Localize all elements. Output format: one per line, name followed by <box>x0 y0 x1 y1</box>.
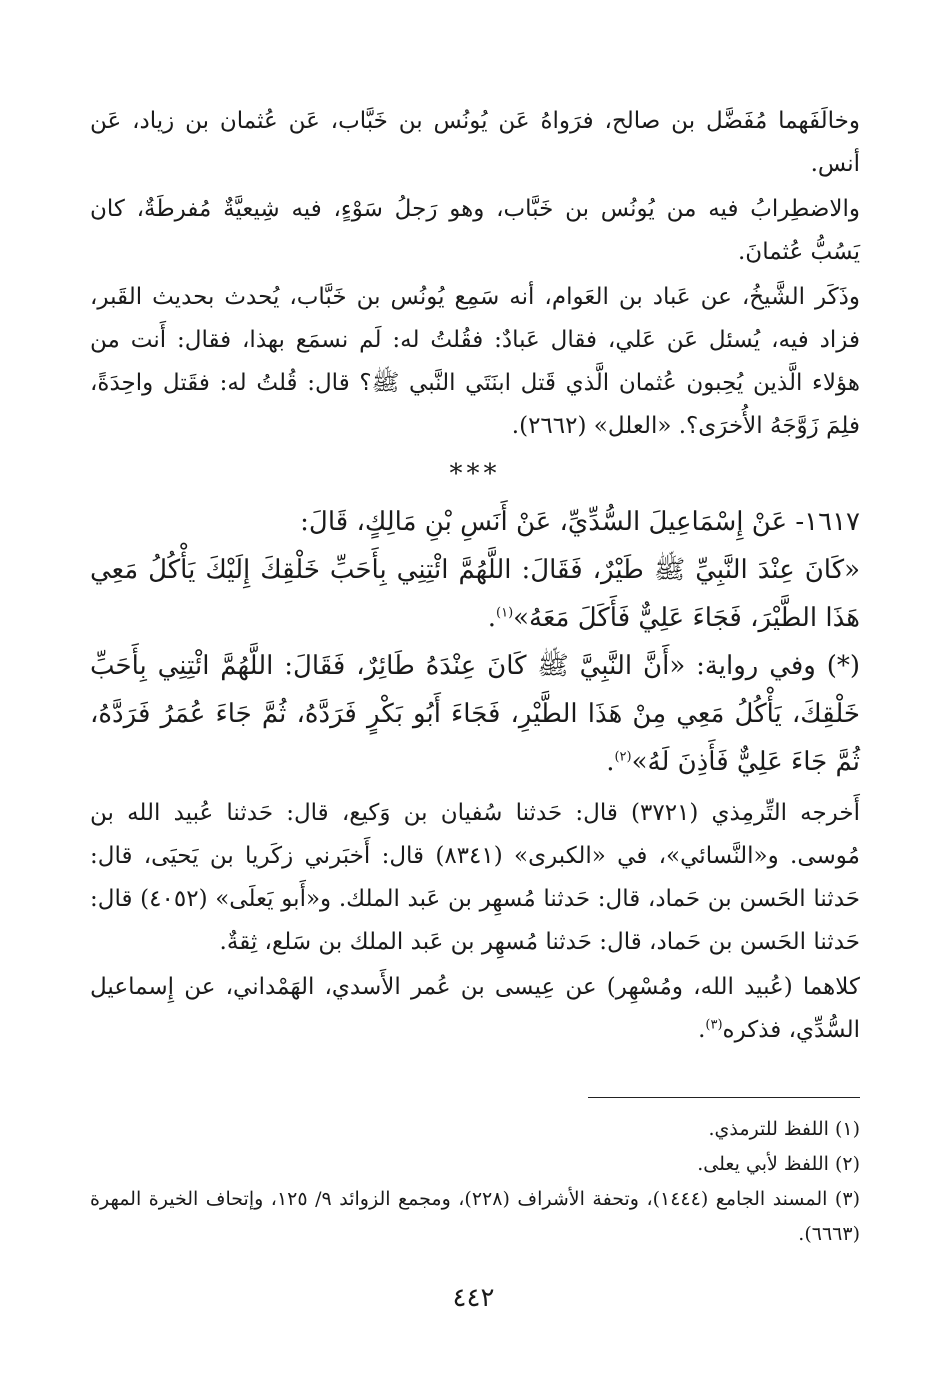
footnote-3: (٣) المسند الجامع (١٤٤٤)، وتحفة الأشراف (٢٢٨)، ومجمع الزوائد ٩/ ١٢٥، وإتحاف الخيرة المهرة (٦٦٦٣). <box>90 1188 860 1245</box>
takhrij-last-paragraph: كلاهما (عُبيد الله، ومُسْهِر) عن عِيسى بن عُمر الأَسدي، الهَمْداني، عن إِسماعيل السُّدِّي، فذكره$^{(٣)}$. <box>90 974 860 1043</box>
hadith-text: «كَانَ عِنْدَ النَّبِيِّ ﷺ طَيْرٌ، فَقَالَ: اللَّهُمَّ ائْتِنِي بِأَحَبِّ خَلْقِكَ إِلَيْكَ يَأْكُلُ مَعِي هَذَا الطَّيْرَ، فَجَاءَ عَلِيٌّ فَأَكَلَ مَعَهُ»$^{(١)}$. <box>90 555 860 633</box>
paragraph-2: والاضطِرابُ فيه من يُونُس بن خَبَّاب، وهو رَجلُ سَوْءٍ، فيه شِيعيَّةٌ مُفرطَةٌ، كان يَسُبُّ عُثمانَ. <box>90 196 860 265</box>
takhrij-last-body: كلاهما (عُبيد الله، ومُسْهِر) عن عِيسى بن عُمر الأَسدي، الهَمْداني، عن إِسماعيل السُّدِّي، فذكره <box>90 974 860 1043</box>
footnote-2: (٢) اللفظ لأبي يعلى. <box>697 1153 860 1175</box>
footnotes <box>90 1112 860 1252</box>
takhrij-paragraph: أَخرجه التِّرمِذي (٣٧٢١) قال: حَدثنا سُفيان بن وَكيع، قال: حَدثنا عُبيد الله بن مُوسى. و«النَّسائي»، في «الكبرى» (٨٣٤١) قال: أَخبَرني زكَريا بن يَحيَى، قال: حَدثنا الحَسن بن حَماد، قال: حَدثنا مُسهِر بن عَبد الملك. و«أَبو يَعلَى» (٤٠٥٢) قال: حَدثنا الحَسن بن حَماد، قال: حَدثنا مُسهِر بن عَبد الملك بن سَلع، ثِقةٌ. <box>90 800 860 955</box>
page-body <box>90 100 860 1052</box>
footnote-divider <box>588 1097 860 1098</box>
paragraph-3: وذَكَر الشَّيخُ، عن عَباد بن العَوام، أنه سَمِع يُونُس بن خَبَّاب، يُحدث بحديث القَبر، فزاد فيه، يُسئل عَن عَلي، فقال عَبادٌ: فقُلتُ له: لَم نسمَع بهذا، فقال: أَنت من هؤلاء الَّذين يُحِبون عُثمان الَّذي قَتل ابنَتَي النَّبي ﷺ؟ قال: قُلتُ له: فقَتل واحِدَةً، فلِمَ زَوَّجَهُ الأُخرَى؟. «العلل» (٢٦٦٢). <box>90 284 860 439</box>
hadith-variant-body: (*) وفي رواية: «أَنَّ النَّبِيَّ ﷺ كَانَ عِنْدَهُ طَائِرٌ، فَقَالَ: اللَّهُمَّ ائْتِنِي بِأَحَبِّ خَلْقِكَ، يَأْكُلُ مَعِي مِنْ هَذَا الطَّيْرِ، فَجَاءَ أَبُو بَكْرٍ فَرَدَّهُ، ثُمَّ جَاءَ عُمَرُ فَرَدَّهُ، ثُمَّ جَاءَ عَلِيٌّ فَأَذِنَ لَهُ» <box>90 651 861 777</box>
hadith-variant: (*) وفي رواية: «أَنَّ النَّبِيَّ ﷺ كَانَ عِنْدَهُ طَائِرٌ، فَقَالَ: اللَّهُمَّ ائْتِنِي بِأَحَبِّ خَلْقِكَ، يَأْكُلُ مَعِي مِنْ هَذَا الطَّيْرِ، فَجَاءَ أَبُو بَكْرٍ فَرَدَّهُ، ثُمَّ جَاءَ عُمَرُ فَرَدَّهُ، ثُمَّ جَاءَ عَلِيٌّ فَأَذِنَ لَهُ»$^{(٢)}$. <box>90 651 861 777</box>
hadith-heading: ١٦١٧- عَنْ إِسْمَاعِيلَ السُّدِّيِّ، عَنْ أَنَسِ بْنِ مَالِكٍ، قَالَ: <box>300 507 860 537</box>
footnote-ref-2: (٢) <box>614 749 632 765</box>
footnote-1: (١) اللفظ للترمذي. <box>708 1118 860 1140</box>
footnote-ref-3: (٣) <box>705 1017 723 1033</box>
section-separator: *** <box>449 459 501 489</box>
footnote-ref-1: (١) <box>496 605 514 621</box>
hadith-text-body: «كَانَ عِنْدَ النَّبِيِّ ﷺ طَيْرٌ، فَقَالَ: اللَّهُمَّ ائْتِنِي بِأَحَبِّ خَلْقِكَ إِلَيْكَ يَأْكُلُ مَعِي هَذَا الطَّيْرَ، فَجَاءَ عَلِيٌّ فَأَكَلَ مَعَهُ» <box>90 555 860 633</box>
paragraph-1: وخالَفَهما مُفَضَّل بن صالح، فرَواهُ عَن يُونُس بن خَبَّاب، عَن عُثمان بن زياد، عَن أنس. <box>90 108 860 177</box>
page-number: ٤٤٢ <box>452 1283 495 1313</box>
